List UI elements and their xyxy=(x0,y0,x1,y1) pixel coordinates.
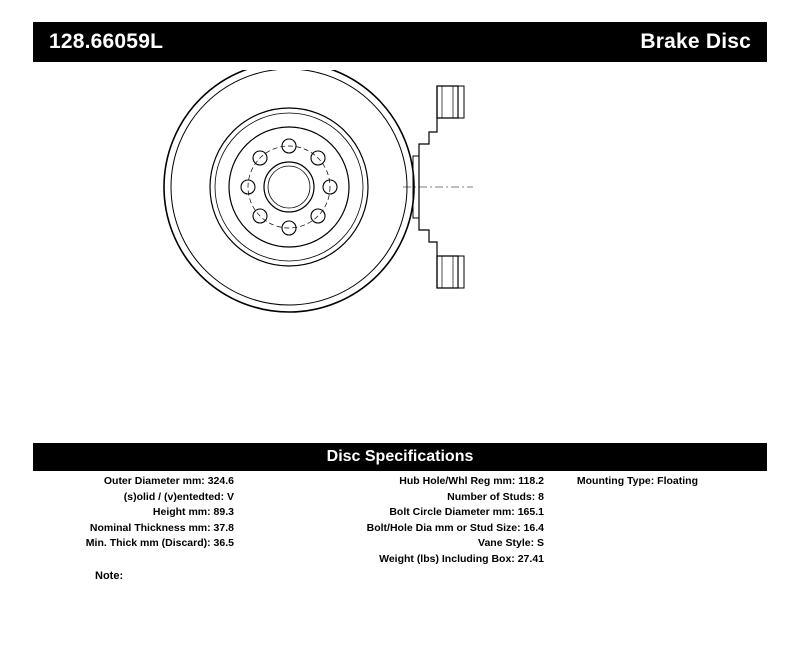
spec-line: Min. Thick mm (Discard): 36.5 xyxy=(85,537,234,549)
product-drawing xyxy=(33,70,767,430)
spec-line: Mounting Type: Floating xyxy=(576,475,698,487)
brake-disc-side-section-view xyxy=(403,86,473,288)
spec-line: Nominal Thickness mm: 37.8 xyxy=(89,521,234,534)
spec-column-right xyxy=(548,474,767,567)
spec-line: Weight (lbs) Including Box: 27.41 xyxy=(379,552,544,565)
spec-line: Hub Hole/Whl Reg mm: 118.2 xyxy=(399,475,544,487)
spec-column-left xyxy=(33,474,238,567)
spec-line: Vane Style: S xyxy=(478,537,544,549)
spec-line: Outer Diameter mm: 324.6 xyxy=(103,475,234,487)
product-type-label: Brake Disc xyxy=(640,30,751,53)
spec-line: (s)olid / (v)entedted: V xyxy=(123,490,234,503)
spec-line: Height mm: 89.3 xyxy=(152,506,234,518)
spec-section-title: Disc Specifications xyxy=(326,448,474,465)
spec-column-middle xyxy=(238,474,548,567)
part-number: 128.66059L xyxy=(49,30,164,53)
spec-line: Bolt Circle Diameter mm: 165.1 xyxy=(389,506,544,518)
spec-section-header xyxy=(33,443,767,471)
header-bar xyxy=(33,22,767,62)
note-row xyxy=(33,570,767,582)
spec-line: Number of Studs: 8 xyxy=(447,490,544,503)
brake-disc-technical-drawing xyxy=(33,70,767,430)
note-label: Note: xyxy=(95,570,124,582)
spec-line: Bolt/Hole Dia mm or Stud Size: 16.4 xyxy=(366,521,544,534)
spec-section-body xyxy=(33,474,767,567)
brake-disc-front-view xyxy=(164,70,414,312)
